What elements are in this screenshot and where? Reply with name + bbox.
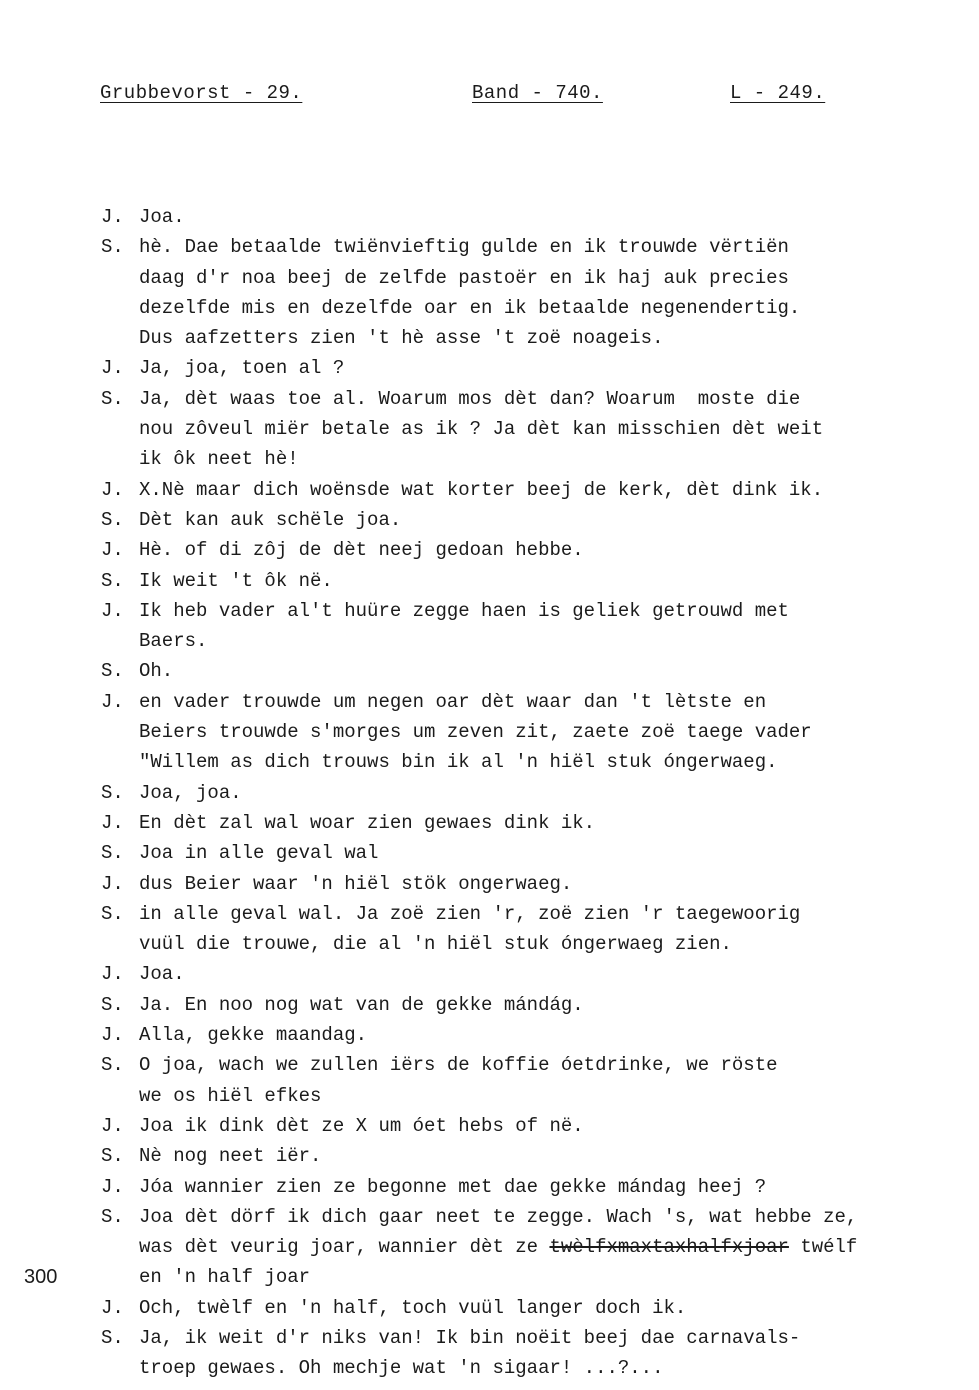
dialogue-line xyxy=(0,959,979,989)
dialogue-line xyxy=(0,747,979,777)
line-text xyxy=(139,1202,857,1232)
dialogue-line xyxy=(0,1172,979,1202)
line-text xyxy=(139,626,207,656)
dialogue-line xyxy=(0,263,979,293)
speaker-label: S. xyxy=(101,1326,124,1349)
header-left-place: Grubbevorst - 29. xyxy=(100,82,303,104)
line-text xyxy=(139,1232,857,1262)
speaker-label: J. xyxy=(101,357,124,380)
line-text xyxy=(139,1081,321,1111)
line-text-main: troep gewaes. Oh mechje wat 'n sigaar! ...?... xyxy=(139,1357,664,1380)
line-text-main: O joa, wach we zullen iërs de koffie óetdrinke, we röste xyxy=(139,1054,778,1077)
line-text-main: en vader trouwde um negen oar dèt waar dan 't lètste en xyxy=(139,690,767,713)
speaker-label: J. xyxy=(101,478,124,501)
dialogue-line xyxy=(0,1141,979,1171)
line-text-main: Nè nog neet iër. xyxy=(139,1145,322,1168)
dialogue-line xyxy=(0,838,979,868)
line-text-main: Ja, dèt waas toe al. Woarum mos dèt dan? Woarum moste die xyxy=(139,387,801,410)
line-text-main: Joa dèt dörf ik dich gaar neet te zegge. Wach 's, wat hebbe ze, xyxy=(139,1205,858,1228)
line-text xyxy=(139,1293,686,1323)
header-band-number: Band - 740. xyxy=(472,82,603,104)
speaker-label: J. xyxy=(101,872,124,895)
speaker-label: J. xyxy=(101,1296,124,1319)
line-text xyxy=(139,353,344,383)
line-text-main: Alla, gekke maandag. xyxy=(139,1024,368,1047)
line-text xyxy=(139,1172,766,1202)
dialogue-line xyxy=(0,869,979,899)
line-text xyxy=(139,1353,664,1383)
line-text xyxy=(139,535,584,565)
speaker-label: J. xyxy=(101,690,124,713)
dialogue-line xyxy=(0,596,979,626)
speaker-label: S. xyxy=(101,781,124,804)
line-text-main: En dèt zal wal woar zien gewaes dink ik. xyxy=(139,811,596,834)
line-text xyxy=(139,717,812,747)
dialogue-line xyxy=(0,626,979,656)
line-text xyxy=(139,808,595,838)
dialogue-line xyxy=(0,1202,979,1232)
dialogue-line xyxy=(0,687,979,717)
dialogue-line xyxy=(0,929,979,959)
speaker-label: J. xyxy=(101,539,124,562)
line-text-main: Jóa wannier zien ze begonne met dae gekke mándag heej ? xyxy=(139,1175,767,1198)
speaker-label: J. xyxy=(101,1024,124,1047)
speaker-label: S. xyxy=(101,569,124,592)
line-text-main: Joa in alle geval wal xyxy=(139,842,379,865)
line-text-main: Joa ik dink dèt ze X um óet hebs of në. xyxy=(139,1114,584,1137)
dialogue-line xyxy=(0,1020,979,1050)
line-text-main: Ja, joa, toen al ? xyxy=(139,357,345,380)
speaker-label: J. xyxy=(101,1175,124,1198)
header-page-number: L - 249. xyxy=(730,82,826,104)
speaker-label: J. xyxy=(101,599,124,622)
line-text xyxy=(139,656,173,686)
dialogue-line xyxy=(0,293,979,323)
line-text-main: Ja. En noo nog wat van de gekke mándág. xyxy=(139,993,584,1016)
line-text xyxy=(139,1050,778,1080)
line-text-main: Ik heb vader al't huüre zegge haen is geliek getrouwd met xyxy=(139,599,789,622)
speaker-label: J. xyxy=(101,963,124,986)
line-text-after-strike: twélf xyxy=(788,1236,858,1259)
speaker-label: J. xyxy=(101,811,124,834)
dialogue-line xyxy=(0,475,979,505)
speaker-label: S. xyxy=(101,842,124,865)
dialogue-line xyxy=(0,353,979,383)
dialogue-line xyxy=(0,535,979,565)
line-text xyxy=(139,232,789,262)
speaker-label: J. xyxy=(101,1114,124,1137)
line-text-main: we os hiël efkes xyxy=(139,1084,322,1107)
line-text-main: vuül die trouwe, die al 'n hiël stuk óngerwaeg zien. xyxy=(139,933,732,956)
dialogue-line xyxy=(0,1050,979,1080)
dialogue-transcript xyxy=(0,202,979,1384)
dialogue-line xyxy=(0,1111,979,1141)
line-text xyxy=(139,384,800,414)
line-text xyxy=(139,263,789,293)
dialogue-line xyxy=(0,566,979,596)
dialogue-line xyxy=(0,990,979,1020)
dialogue-line xyxy=(0,1081,979,1111)
speaker-label: S. xyxy=(101,993,124,1016)
line-text-main: Joa, joa. xyxy=(139,781,242,804)
line-text-main: daag d'r noa beej de zelfde pastoër en ik haj auk precies xyxy=(139,266,789,289)
line-text-main: Baers. xyxy=(139,630,208,653)
line-text xyxy=(139,1141,321,1171)
line-text-main: Beiers trouwde s'morges um zeven zit, zaete zoë taege vader xyxy=(139,721,812,744)
line-text xyxy=(139,838,378,868)
line-text xyxy=(139,1262,310,1292)
line-text-main: X.Nè maar dich woënsde wat korter beej de kerk, dèt dink ik. xyxy=(139,478,824,501)
dialogue-line xyxy=(0,202,979,232)
line-text-main: Joa. xyxy=(139,206,185,228)
line-text xyxy=(139,505,401,535)
line-text xyxy=(139,1111,584,1141)
line-text-main: Ja, ik weit d'r niks van! Ik bin noëit beej dae carnavals- xyxy=(139,1326,801,1349)
dialogue-line xyxy=(0,1232,979,1262)
dialogue-line xyxy=(0,444,979,474)
speaker-label: S. xyxy=(101,387,124,410)
line-text xyxy=(139,687,766,717)
line-text xyxy=(139,899,800,929)
line-text-main: was dèt veurig joar, wannier dèt ze xyxy=(139,1236,550,1259)
dialogue-line xyxy=(0,1323,979,1353)
speaker-label: S. xyxy=(101,1054,124,1077)
dialogue-line xyxy=(0,323,979,353)
speaker-label: S. xyxy=(101,902,124,925)
line-text-main: nou zôveul miër betale as ik ? Ja dèt kan misschien dèt weit xyxy=(139,418,824,441)
line-text xyxy=(139,475,823,505)
line-text-main: in alle geval wal. Ja zoë zien 'r, zoë zien 'r taegewoorig xyxy=(139,902,801,925)
speaker-label: S. xyxy=(101,508,124,531)
dialogue-line xyxy=(0,414,979,444)
line-text-main: dus Beier waar 'n hiël stök ongerwaeg. xyxy=(139,872,573,895)
line-text xyxy=(139,869,572,899)
line-text-main: Hè. of di zôj de dèt neej gedoan hebbe. xyxy=(139,539,584,562)
line-text xyxy=(139,747,778,777)
dialogue-line xyxy=(0,778,979,808)
line-text xyxy=(139,959,185,989)
line-text xyxy=(139,778,242,808)
line-text xyxy=(139,1020,367,1050)
line-text xyxy=(139,1323,800,1353)
margin-annotation: 300 xyxy=(24,1266,58,1289)
speaker-label: S. xyxy=(101,1145,124,1168)
line-text-main: Och, twèlf en 'n half, toch vuül langer doch ik. xyxy=(139,1296,687,1319)
line-text xyxy=(139,293,800,323)
dialogue-line xyxy=(0,808,979,838)
dialogue-line xyxy=(0,384,979,414)
line-text-main: dezelfde mis en dezelfde oar en ik betaalde negenendertig. xyxy=(139,296,801,319)
line-text xyxy=(139,323,664,353)
dialogue-line xyxy=(0,505,979,535)
line-text xyxy=(139,202,185,232)
speaker-label: S. xyxy=(101,236,124,259)
speaker-label: S. xyxy=(101,660,124,683)
line-text-main: Oh. xyxy=(139,660,174,683)
speaker-label: J. xyxy=(101,206,124,228)
line-text-main: Joa. xyxy=(139,963,185,986)
dialogue-line xyxy=(0,1353,979,1383)
line-text xyxy=(139,444,299,474)
dialogue-line xyxy=(0,899,979,929)
line-text-main: hè. Dae betaalde twiënvieftig gulde en ik trouwde vërtiën xyxy=(139,236,789,259)
dialogue-line xyxy=(0,1262,979,1292)
line-text xyxy=(139,414,823,444)
dialogue-line xyxy=(0,656,979,686)
line-text xyxy=(139,566,333,596)
dialogue-line xyxy=(0,232,979,262)
dialogue-line xyxy=(0,1293,979,1323)
line-text-main: en 'n half joar xyxy=(139,1266,311,1289)
line-text-main: Dus aafzetters zien 't hè asse 't zoë noageis. xyxy=(139,327,664,350)
line-text xyxy=(139,596,789,626)
line-text-main: Ik weit 't ôk në. xyxy=(139,569,333,592)
line-text-main: Dèt kan auk schële joa. xyxy=(139,508,402,531)
dialogue-line xyxy=(0,717,979,747)
line-text xyxy=(139,990,584,1020)
struck-out-text: twèlfxmaxtaxhalfxjoar xyxy=(549,1236,789,1259)
line-text-main: ik ôk neet hè! xyxy=(139,448,299,471)
line-text xyxy=(139,929,732,959)
line-text-main: "Willem as dich trouws bin ik al 'n hiël stuk óngerwaeg. xyxy=(139,751,778,774)
speaker-label: S. xyxy=(101,1205,124,1228)
